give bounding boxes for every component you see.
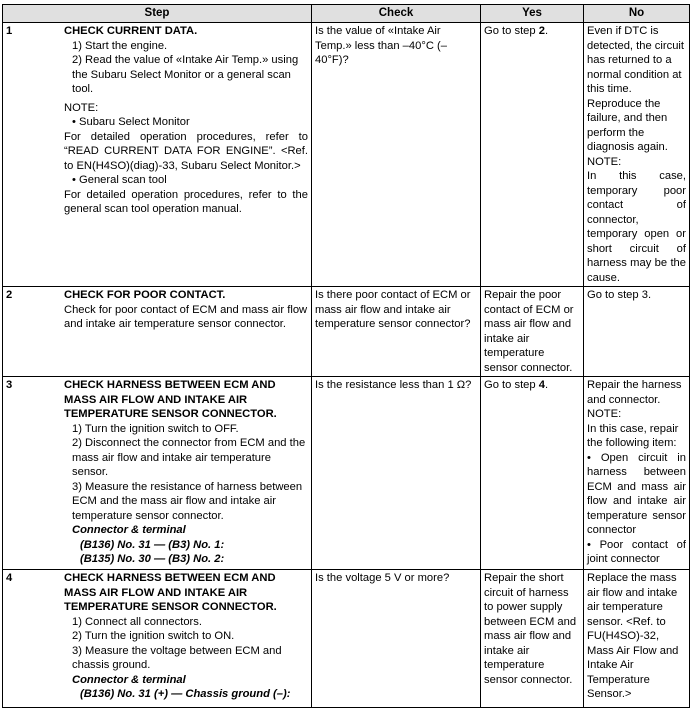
step-cell bbox=[3, 377, 312, 570]
yes-cell: Go to step 2. bbox=[481, 23, 584, 287]
no-line: Even if DTC is detected, the circuit has returned to a normal condition at this time. Reproduce the failure, and then perform the diagnosis again. bbox=[587, 25, 685, 153]
step-line: 2) Disconnect the connector from ECM and the mass air flow and intake air temperature sensor. bbox=[72, 437, 306, 478]
step-number: 3 bbox=[6, 379, 13, 391]
connector-label: Connector & terminal bbox=[72, 673, 186, 686]
check-cell: Is the value of «Intake Air Temp.» less than –40°C (–40°F)? bbox=[312, 23, 481, 287]
table-row bbox=[3, 377, 690, 570]
check-cell: Is there poor contact of ECM or mass air flow and intake air temperature sensor connector? bbox=[312, 287, 481, 377]
table-row bbox=[3, 570, 690, 708]
no-cell: Go to step 3. bbox=[584, 287, 690, 377]
step-line: 1) Connect all connectors. bbox=[72, 615, 202, 628]
note-label: NOTE: bbox=[587, 408, 622, 420]
step-title: CHECK FOR POOR CONTACT. bbox=[64, 289, 226, 301]
header-row bbox=[3, 5, 690, 23]
step-title: CHECK HARNESS BETWEEN ECM AND MASS AIR FLOW AND INTAKE AIR TEMPERATURE SENSOR CONNECTOR. bbox=[64, 379, 277, 420]
table-row bbox=[3, 287, 690, 377]
step-line: 2) Turn the ignition switch to ON. bbox=[72, 630, 235, 642]
no-cell bbox=[584, 377, 690, 570]
step-line: Check for poor contact of ECM and mass air flow and intake air temperature sensor connector. bbox=[64, 303, 308, 330]
no-line: In this case, temporary poor contact of connector, temporary open or short circuit of harness may be the cause. bbox=[587, 170, 686, 284]
no-line: In this case, repair the following item: bbox=[587, 422, 679, 449]
connector-terminal: (B136) No. 31 (+) — Chassis ground (–): bbox=[80, 688, 291, 700]
connector-terminal: (B136) No. 31 — (B3) No. 1: bbox=[80, 538, 225, 551]
step-line: 2) Read the value of «Intake Air Temp.» using the Subaru Select Monitor or a general scan tool. bbox=[72, 54, 299, 95]
step-ref: 4 bbox=[538, 379, 545, 391]
no-cell bbox=[584, 23, 690, 287]
step-ref: 2 bbox=[538, 25, 545, 37]
step-line: 3) Measure the resistance of harness between ECM and the mass air flow and intake air temperature sensor connector. bbox=[72, 480, 303, 522]
diagnostic-procedure-sheet bbox=[2, 4, 689, 708]
step-line: 1) Turn the ignition switch to OFF. bbox=[72, 422, 239, 435]
step-line: For detailed operation procedures, refer to the general scan tool operation manual. bbox=[64, 188, 308, 215]
step-cell bbox=[3, 570, 312, 708]
connector-terminal: (B135) No. 30 — (B3) No. 2: bbox=[80, 553, 225, 565]
no-line: • Poor contact of joint connector bbox=[587, 538, 686, 565]
yes-cell: Go to step 4. bbox=[481, 377, 584, 570]
step-title: CHECK HARNESS BETWEEN ECM AND MASS AIR FLOW AND INTAKE AIR TEMPERATURE SENSOR CONNECTOR. bbox=[64, 572, 277, 613]
note-label: NOTE: bbox=[64, 101, 99, 114]
step-line: 3) Measure the voltage between ECM and chassis ground. bbox=[72, 644, 282, 671]
yes-cell: Repair the short circuit of harness to power supply between ECM and mass air flow and intake air temperature sensor connector. bbox=[481, 570, 584, 708]
header-no: No bbox=[584, 5, 690, 23]
step-number: 4 bbox=[6, 572, 13, 584]
header-step: Step bbox=[3, 5, 312, 23]
step-cell bbox=[3, 23, 312, 287]
connector-label: Connector & terminal bbox=[72, 524, 186, 536]
yes-cell: Repair the poor contact of ECM or mass air flow and intake air temperature sensor connector. bbox=[481, 287, 584, 377]
note-label: NOTE: bbox=[587, 155, 622, 168]
no-cell: Replace the mass air flow and intake air temperature sensor. <Ref. to FU(H4SO)-32, Mass Air Flow and Intake Air Temperature Sensor.> bbox=[584, 570, 690, 708]
step-number: 1 bbox=[6, 25, 13, 37]
header-check: Check bbox=[312, 5, 481, 23]
no-line: • Open circuit in harness between ECM and mass air flow and intake air temperature sensor connector bbox=[587, 451, 686, 536]
step-line: For detailed operation procedures, refer to “READ CURRENT DATA FOR ENGINE”. <Ref. to EN(H4SO)(diag)-33, Subaru Select Monitor.> bbox=[64, 130, 308, 172]
no-line: Repair the harness and connector. bbox=[587, 379, 682, 406]
step-line: • General scan tool bbox=[72, 174, 167, 186]
check-cell: Is the voltage 5 V or more? bbox=[312, 570, 481, 708]
table-row bbox=[3, 23, 690, 287]
step-line: • Subaru Select Monitor bbox=[72, 116, 190, 128]
step-number: 2 bbox=[6, 289, 13, 301]
step-cell bbox=[3, 287, 312, 377]
step-title: CHECK CURRENT DATA. bbox=[64, 25, 198, 37]
step-line: 1) Start the engine. bbox=[72, 39, 168, 52]
header-yes: Yes bbox=[481, 5, 584, 23]
check-cell: Is the resistance less than 1 Ω? bbox=[312, 377, 481, 570]
diagnostic-table bbox=[2, 4, 690, 708]
